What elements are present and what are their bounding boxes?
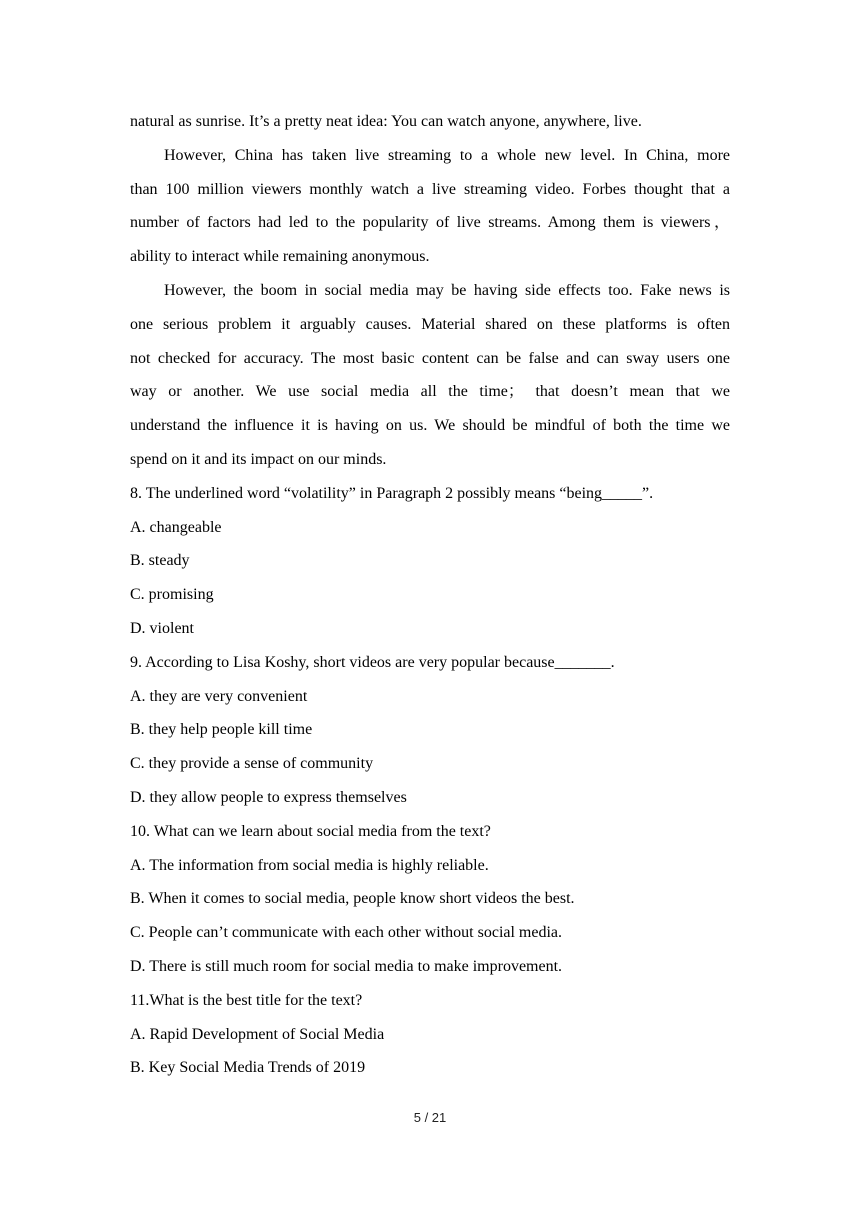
passage-line: natural as sunrise. It’s a pretty neat idea: You can watch anyone, anywhere, live. [130,113,642,130]
page-number: 5 / 21 [413,1110,447,1125]
passage-line: one serious problem it arguably causes. Material shared on these platforms is often [130,315,730,333]
answer-option: C. they provide a sense of community [130,755,374,773]
answer-option: B. Key Social Media Trends of 2019 [130,1059,366,1077]
answer-option: A. changeable [130,518,222,536]
answer-option: D. There is still much room for social media to make improvement. [130,957,563,975]
question-8 [130,477,730,646]
answer-option: B. When it comes to social media, people know short videos the best. [130,890,575,908]
question-11 [130,984,730,1085]
question-stem: 11.What is the best title for the text? [130,991,363,1009]
answer-option: C. People can’t communicate with each other without social media. [130,924,563,942]
passage-line: understand the influence it is having on us. We should be mindful of both the time we [130,417,730,435]
passage-line: than 100 million viewers monthly watch a live streaming video. Forbes thought that a [130,180,730,198]
question-9 [130,646,730,815]
answer-option: A. they are very convenient [130,687,308,705]
answer-option: D. they allow people to express themselves [130,788,407,806]
passage-line: However, the boom in social media may be having side effects too. Fake news is [164,281,730,299]
passage-line: number of factors had led to the popularity of live streams. Among them is viewers， [130,214,730,232]
answer-option: A. The information from social media is highly reliable. [130,856,489,874]
question-stem: 8. The underlined word “volatility” in Paragraph 2 possibly means “being_____”. [130,484,654,502]
answer-option: B. they help people kill time [130,721,313,739]
passage-line: not checked for accuracy. The most basic content can be false and can sway users one [130,349,730,367]
answer-option: D. violent [130,619,194,637]
answer-option: B. steady [130,552,190,570]
passage-line: way or another. We use social media all the time； that doesn’t mean that we [130,383,730,401]
reading-passage [130,105,730,477]
question-stem: 10. What can we learn about social media from the text? [130,822,491,840]
question-10 [130,815,730,984]
passage-line: ability to interact while remaining anonymous. [130,248,430,266]
answer-option: A. Rapid Development of Social Media [130,1025,385,1043]
page-content [130,105,730,1085]
answer-option: C. promising [130,586,214,604]
passage-line: However, China has taken live streaming to a whole new level. In China, more [164,146,730,164]
passage-line: spend on it and its impact on our minds. [130,450,387,468]
question-stem: 9. According to Lisa Koshy, short videos are very popular because_______. [130,653,615,671]
